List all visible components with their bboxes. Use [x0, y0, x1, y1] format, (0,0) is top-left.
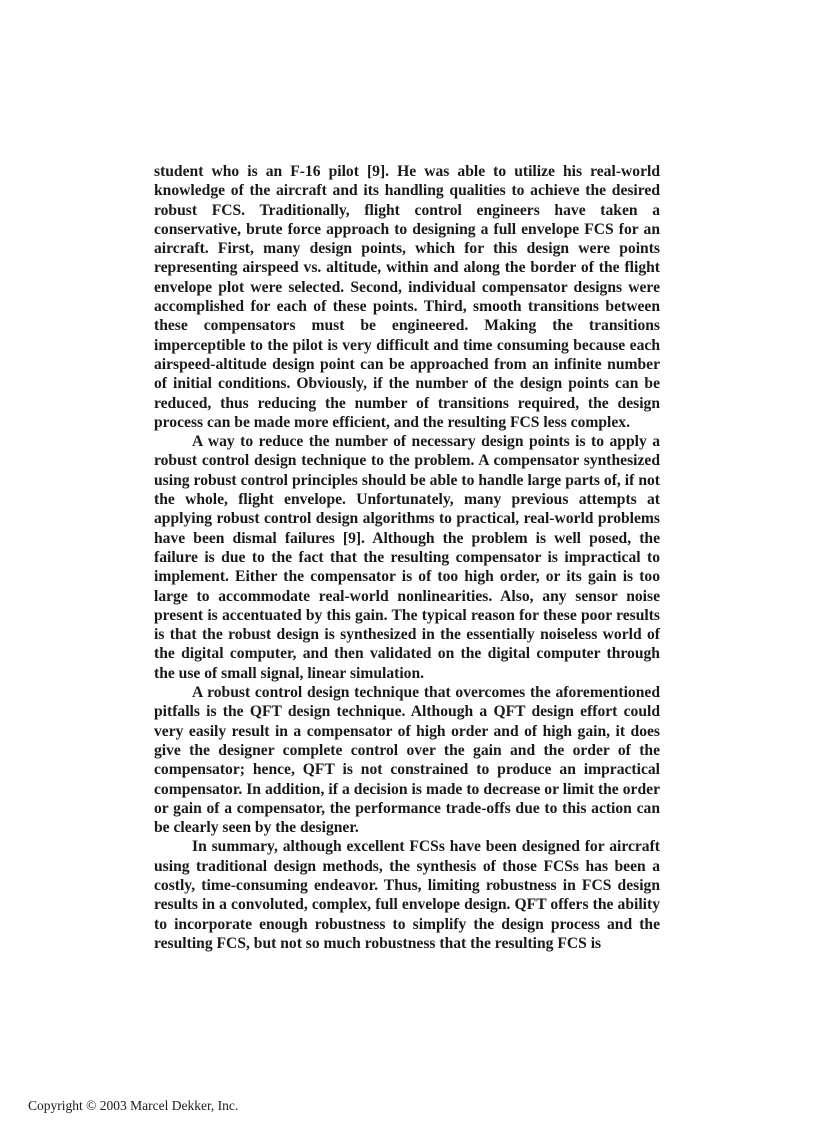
paragraph-continuation: student who is an F-16 pilot [9]. He was able to utilize his real-world knowledge of the aircraft and its handling qualities to achieve the desired robust FCS. Traditionally, flight control engineers have taken a conservative, brute force approach to designing a full envelope FCS for an aircraft. First, many design points, which for this design were points representing airspeed vs. altitude, within and along the border of the flight envelope plot were selected. Second, individual compensator designs were accomplished for each of these points. Third, smooth transitions between these compensators must be engineered. Making the transitions imperceptible to the pilot is very difficult and time consuming because each airspeed-altitude design point can be approached from an infinite number of initial conditions. Obviously, if the number of the design points can be reduced, thus reducing the number of transitions required, the design process can be made more efficient, and the resulting FCS less complex.: [154, 163, 660, 431]
paragraph-summary: In summary, although excellent FCSs have been designed for aircraft using traditional design methods, the synthesis of those FCSs has been a costly, time-consuming endeavor. Thus, limiting robustness in FCS design results in a convoluted, complex, full envelope design. QFT offers the ability to incorporate enough robustness to simplify the design process and the resulting FCS, but not so much robustness that the resulting FCS is: [154, 838, 660, 952]
body-text: [154, 162, 660, 953]
paragraph-qft-technique: A robust control design technique that overcomes the aforementioned pitfalls is the QFT design technique. Although a QFT design effort could very easily result in a compensator of high order and of high gain, it does give the designer complete control over the gain and the order of the compensator; hence, QFT is not constrained to produce an impractical compensator. In addition, if a decision is made to decrease or limit the order or gain of a compensator, the performance trade-offs due to this action can be clearly seen by the designer.: [154, 684, 660, 837]
copyright-footer: Copyright © 2003 Marcel Dekker, Inc.: [28, 1098, 239, 1113]
paragraph-robust-design-points: A way to reduce the number of necessary design points is to apply a robust control design technique to the problem. A compensator synthesized using robust control principles should be able to handle large parts of, if not the whole, flight envelope. Unfortunately, many previous attempts at applying robust control design algorithms to practical, real-world problems have been dismal failures [9]. Although the problem is well posed, the failure is due to the fact that the resulting compensator is impractical to implement. Either the compensator is of too high order, or its gain is too large to accommodate real-world nonlinearities. Also, any sensor noise present is accentuated by this gain. The typical reason for these poor results is that the robust design is synthesized in the essentially noiseless world of the digital computer, and then validated on the digital computer through the use of small signal, linear simulation.: [154, 433, 660, 682]
